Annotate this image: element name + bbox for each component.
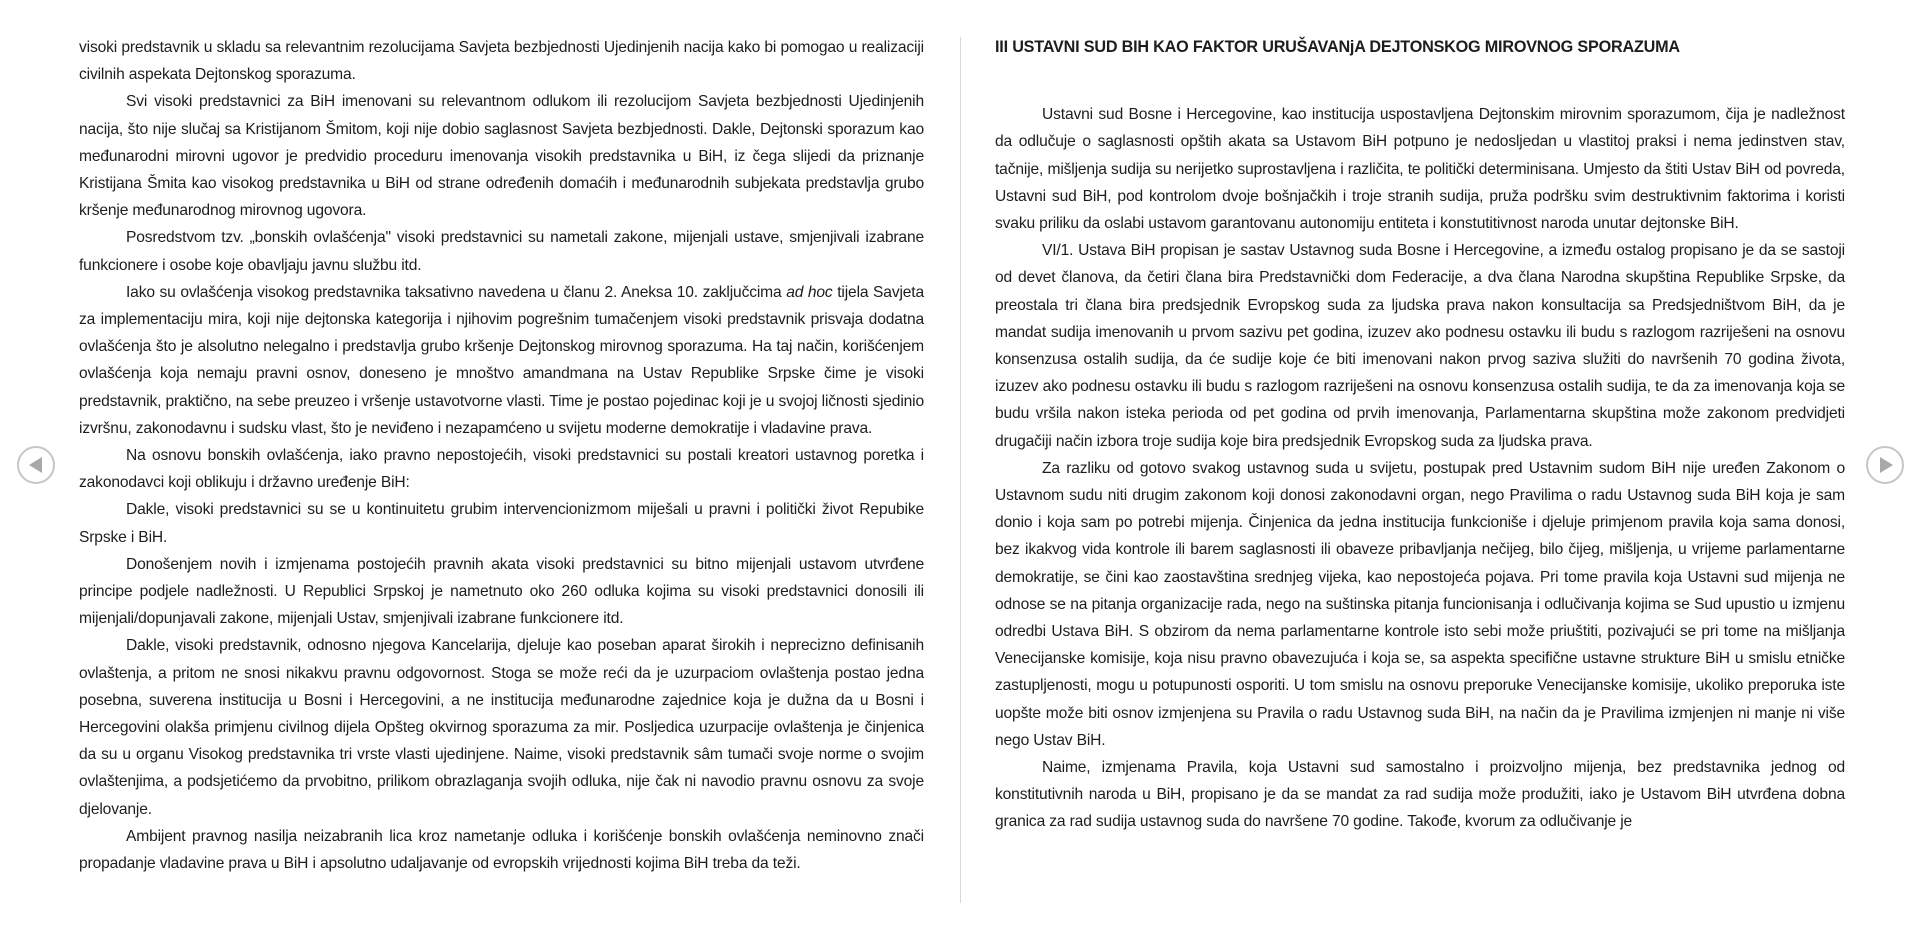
paragraph (995, 101, 1845, 237)
text-run: Za razliku od gotovo svakog ustavnog suda u svijetu, postupak pred Ustavnim sudom BiH nije uređen Zakonom o Ustavnom sudu niti drugim zakonom koji donosi zakonodavni organ, nego Pravilima o radu Ustavnog suda BiH koja je sam donio i koja sam po potrebi mijenja. Činjenica da jedna institucija funkcioniše i djeluje primjenom pravila koja sama donosi, bez ikakvog vida kontrole ili barem saglasnosti ili obaveze pribavljanja nečijeg, bilo čijeg, mišljenja, u vrijeme parlamentarne demokratije, se čini kao zaostavština srednjeg vijeka, kao nepostojeća pojava. Pri tome pravila koja Ustavni sud mijenja ne odnose se na pitanja organizacije rada, nego na suštinska pitanja funcionisanja i odlučivanja kojima se Sud upustio u izmjenu odredbi Ustava BiH. S obzirom da nema parlamentarne kontrole isto sebi može priuštiti, pozivajući se pri tome na mišljanja Venecijanske komisije, koja nisu pravno obavezujuća i koja se, sa aspekta specifične ustavne strukture BiH u smislu etničke zastupljenosti, mogu u potupunosti osporiti. U tom smislu na osnovu preporuke Venecijanske komisije, ukoliko preporuka iste uopšte može biti osnov izmjenjena su Pravila o radu Ustavnog suda BiH, na način da je Pravilima izmjenjen ni manje ni više nego Ustav BiH. (995, 459, 1845, 749)
text-run: tijela Savjeta za implementaciju mira, koji nije dejtonska kategorija i njihovim pogrešnim tumačenjem visoki predstavnik prisvaja dodatna ovlašćenja što je alsolutno nelegalno i predstavlja grubo kršenje Dejtonskog mirovnog sporazuma. Ha taj način, korišćenjem ovlašćenja koja nemaju pravni osnov, doneseno je mnoštvo amandmana na Ustav Republike Srpske čime je visoki predstavnik, praktično, na sebe preuzeo i vršenje ustavotvorne vlasti. Time je postao pojedinac koji je u svojoj ličnosti sjedinio izvršnu, zakonodavnu i sudsku vlast, što je neviđeno i nezapamćeno u svijetu moderne demokratije i vladavine prava. (79, 283, 925, 437)
paragraph (79, 551, 924, 633)
previous-page-button[interactable] (17, 446, 55, 484)
text-run: Naime, izmjenama Pravila, koja Ustavni sud samostalno i proizvoljno mijenja, bez predstavnika jednog od konstitutivnih naroda u BiH, propisano je da se mandat za rad sudija može produžiti, iako je Ustavom BiH utvrđena dobna granica za rad sudija ustavnog suda do navršene 70 godine. Takođe, kvorum za odlučivanje je (995, 759, 1845, 831)
page-left (79, 34, 924, 877)
paragraph (79, 823, 924, 877)
text-run: Na osnovu bonskih ovlašćenja, iako pravno nepostojećih, visoki predstavnici su postali kreatori ustavnog poretka i zakonodavci koji oblikuju i državno uređenje BiH: (79, 447, 924, 492)
page-right-body (995, 101, 1845, 835)
next-page-button[interactable] (1866, 446, 1904, 484)
text-run: Posredstvom tzv. „bonskih ovlašćenja" visoki predstavnici su nametali zakone, mijenjali ustave, smjenjivali izabrane funkcionere i osobe koje obavljaju javnu službu itd. (79, 229, 924, 274)
paragraph (79, 279, 924, 442)
section-heading: III USTAVNI SUD BIH KAO FAKTOR URUŠAVANjA DEJTONSKOG MIROVNOG SPORAZUMA (995, 38, 1680, 56)
text-run: visoki predstavnik u skladu sa relevantnim rezolucijama Savjeta bezbjednosti Ujedinjenih nacija kako bi pomogao u realizaciji civilnih aspekata Dejtonskog sporazuma. (79, 39, 924, 84)
paragraph (79, 88, 924, 224)
italic-text-run: ad hoc (786, 283, 833, 301)
text-run: Svi visoki predstavnici za BiH imenovani su relevantnom odlukom ili rezolucijom Savjeta bezbjednosti Ujedinjenih nacija, što nije slučaj sa Kristijanom Šmitom, koji nije dobio saglasnost Savjeta bezbjednosti. Dakle, Dejtonski sporazum kao međunarodni mirovni ugovor je predvidio proceduru imenovanja visokih predstavnika u BiH, iz čega slijedi da priznanje Kristijana Šmita kao visokog predstavnika u BiH od strane određenih domaćih i međunarodnih subjekata predstavlja grubo kršenje međunarodnog mirovnog ugovora. (79, 93, 924, 220)
paragraph (995, 455, 1845, 754)
page-divider (960, 37, 961, 903)
paragraph (995, 237, 1845, 455)
text-run: Dakle, visoki predstavnici su se u kontinuitetu grubim intervencionizmom miješali u pravni i politički život Repubike Srpske i BiH. (79, 501, 924, 546)
right-arrow-icon (1880, 457, 1893, 473)
paragraph (79, 632, 924, 822)
text-run: Ambijent pravnog nasilja neizabranih lica kroz nametanje odluka i korišćenje bonskih ovlašćenja neminovno znači propadanje vladavine prava u BiH i apsolutno udaljavanje od evropskih vrijednosti kojima BiH treba da teži. (79, 827, 924, 873)
left-arrow-icon (29, 457, 42, 473)
paragraph (79, 34, 924, 88)
text-run: Iako su ovlašćenja visokog predstavnika taksativno navedena u članu 2. Aneksa 10. zaključcima (126, 283, 787, 301)
text-run: Ustavni sud Bosne i Hercegovine, kao institucija uspostavljena Dejtonskim mirovnim sporazumom, čija je nadležnost da odlučuje o saglasnosti opštih akata sa Ustavom BiH potpuno je nedosljedan u vlastitoj praksi i nema jedinstven stav, tačnije, mišljenja sudija su nerijetko suprostavljena i različita, te politički determinisana. Umjesto da štiti Ustav BiH od povreda, Ustavni sud BiH, pod kontrolom dvoje bošnjačkih i troje stranih sudija, pruža podršku svim destruktivnim faktorima i koristi svaku priliku da oslabi ustavom garantovanu autonomiju entiteta i konstutitivnost naroda unutar dejtonske BiH. (995, 106, 1845, 233)
paragraph (995, 754, 1845, 836)
text-run: VI/1. Ustava BiH propisan je sastav Ustavnog suda Bosne i Hercegovine, a između ostalog propisano je da se sastoji od devet članova, da četiri člana bira Predstavnički dom Federacije, a dva člana Narodna skupština Republike Srpske, da preostala tri člana bira predsjednik Evropskog suda za ljudska prava nakon konsultacija sa Predsjedništvom BiH, da je mandat sudija imenovanih u prvom sazivu pet godina, izuzev ako podnesu ostavku ili budu s razlogom razriješeni na osnovu konsenzusa ostalih sudija, da će sudije koje će biti imenovani nakon prvog saziva služiti do navršenih 70 godina života, izuzev ako podnesu ostavku ili budu s razlogom razriješeni na osnovu konsenzusa ostalih sudija, te da za imenovanja koja se budu vršila nakon isteka perioda od pet godina od prvih imenovanja, Parlamentarna skupština može zakonom predvidjeti drugačiji način izbora troje sudija koje bira predsjednik Evropskog suda za ljudska prava. (995, 242, 1845, 450)
text-run: Donošenjem novih i izmjenama postojećih pravnih akata visoki predstavnici su bitno mijenjali ustavom utvrđene principe podjele nadležnosti. U Republici Srpskoj je nametnuto oko 260 odluka kojima su visoki predstavnici donosili ili mijenjali/dopunjavali zakone, mijenjali Ustav, smjenjivali izabrane funkcionere itd. (79, 555, 924, 628)
paragraph (79, 442, 924, 496)
page-right (995, 34, 1845, 836)
paragraph (79, 224, 924, 278)
paragraph (79, 496, 924, 550)
text-run: Dakle, visoki predstavnik, odnosno njegova Kancelarija, djeluje kao poseban aparat širokih i neprecizno definisanih ovlaštenja, a pritom ne snosi nikakvu pravnu odgovornost. Stoga se može reći da je uzurpaciom ovlaštenja postao jedna posebna, suverena institucija u Bosni i Hercegovini, a ne institucija međunarodne zajednice koja je dužna da u Bosni i Hercegovini olakša primjenu civilnog dijela Opšteg okvirnog sporazuma za mir. Posljedica uzurpacije ovlaštenja je činjenica da su u organu Visokog predstavnika tri vrste vlasti ujedinjene. Naime, visoki predstavnik sâm tumači svoje norme o svojim ovlaštenjima, a podsjetićemo da prvobitno, prilikom obrazlaganja svojih odluka, nije čak ni navodio pravnu osnovu za svoje djelovanje. (79, 637, 924, 818)
